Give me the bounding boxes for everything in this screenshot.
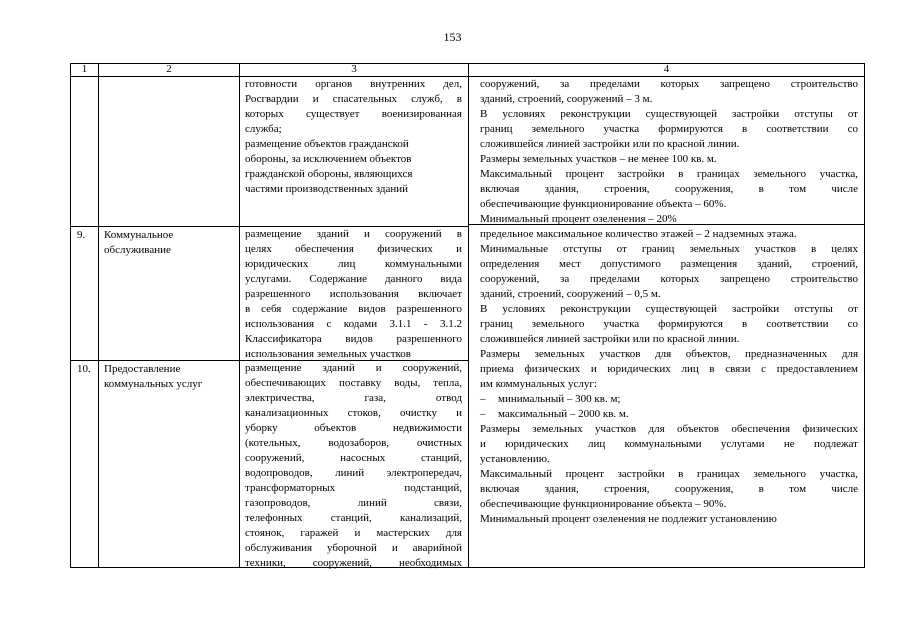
text-line: сооружений, за пределами которых запрещено строительство (480, 78, 858, 90)
text-line: определения мест допустимого размещения зданий, строений, (480, 258, 858, 270)
row-number-9: 9. (77, 229, 86, 241)
permitted-use-description (245, 361, 462, 571)
column-divider (98, 63, 99, 568)
column-divider (239, 63, 240, 568)
text-line: Минимальные отступы от границ земельных участков в целях (480, 243, 858, 255)
text-line: канализационных стоков, очистку и (245, 407, 462, 419)
text-line: Росгвардии и спасательных служб, в (245, 93, 462, 105)
text-line: использования земельных участков (245, 348, 411, 360)
text-line: Максимальный процент застройки в границах земельного участка, (480, 468, 858, 480)
text-line: предельное максимальное количество этажей – 2 надземных этажа. (480, 228, 797, 240)
text-line: целях обеспечения физических и (245, 243, 462, 255)
list-item (480, 392, 858, 407)
text-line: приема физических и юридических лиц в связи с предоставлением (480, 363, 858, 375)
text-line: (котельных, водозаборов, очистных (245, 437, 462, 449)
text-line: размещение объектов гражданской (245, 138, 409, 150)
text-line: зданий, строений, сооружений – 3 м. (480, 93, 653, 105)
text-line: водопроводов, линий электропередач, (245, 467, 462, 479)
list-item-text: максимальный – 2000 кв. м. (498, 408, 629, 420)
list-item (480, 407, 858, 422)
text-line: стоянок, гаражей и мастерских для (245, 527, 462, 539)
text-line: служба; (245, 123, 282, 135)
permitted-use-description (245, 227, 462, 362)
text-line: уборку объектов недвижимости (245, 422, 462, 434)
text-line: юридических лиц коммунальными (245, 258, 462, 270)
text-line: обороны, за исключением объектов (245, 153, 412, 165)
text-line: Размеры земельных участков для объектов обеспечения физических (480, 423, 858, 435)
text-line: и юридических лиц коммунальными услугами не подлежат (480, 438, 858, 450)
text-line: В условиях реконструкции существующей застройки отступы от (480, 303, 858, 315)
row-name-line: Предоставление (104, 363, 181, 375)
column-divider (468, 63, 469, 568)
text-line: сложившейся линией застройки или по красной линии. (480, 138, 740, 150)
text-line: сложившейся линией застройки или по красной линии. (480, 333, 740, 345)
text-line: обеспечивающих поставку воды, тепла, (245, 377, 462, 389)
text-line: Размеры земельных участков для объектов, предназначенных для (480, 348, 858, 360)
text-line: В условиях реконструкции существующей застройки отступы от (480, 108, 858, 120)
text-line: размещение зданий и сооружений, (245, 362, 462, 374)
table-left-border (70, 63, 71, 568)
text-line: электричества, газа, отвод (245, 392, 462, 404)
text-line: границ земельного участка формируются в соответствии со (480, 123, 858, 135)
text-line: включая здания, строения, сооружения, в том числе (480, 483, 858, 495)
text-line: гражданской обороны, являющихся (245, 168, 413, 180)
text-line: Максимальный процент застройки в границах земельного участка, (480, 168, 858, 180)
text-line: услугами. Содержание данного вида (245, 273, 462, 285)
text-line: сооружений, за пределами которых запрещено строительство (480, 273, 858, 285)
text-line: границ земельного участка формируются в соответствии со (480, 318, 858, 330)
text-line: размещение зданий и сооружений в (245, 228, 462, 240)
text-line: сооружений, насосных станций, (245, 452, 462, 464)
row-name-line: Коммунальное (104, 229, 174, 241)
header-col-2: 2 (166, 63, 172, 75)
header-col-1: 1 (81, 63, 88, 75)
text-line: готовности органов внутренних дел, (245, 78, 462, 90)
permitted-use-description (245, 77, 462, 197)
text-line: трансформаторных подстанций, (245, 482, 462, 494)
text-line: обслуживания уборочной и аварийной (245, 542, 462, 554)
text-line: использования с кодами 3.1.1 - 3.1.2 (245, 318, 462, 330)
header-col-3: 3 (351, 63, 357, 75)
text-line: им коммунальных услуг: (480, 378, 597, 390)
text-line: Минимальный процент озеленения не подлежит установлению (480, 513, 777, 525)
text-line: включая здания, строения, сооружения, в том числе (480, 183, 858, 195)
text-line: обеспечивающие функционирование объекта – 60%. (480, 198, 727, 210)
text-line: Классификатора видов разрешенного (245, 333, 462, 345)
text-line: в себя содержание видов разрешенного (245, 303, 462, 315)
parameters-description (480, 77, 858, 527)
list-item-text: минимальный – 300 кв. м; (498, 393, 621, 405)
header-col-4: 4 (663, 63, 670, 75)
text-line: обеспечивающие функционирование объекта – 90%. (480, 498, 727, 510)
list-dash: – (480, 393, 486, 405)
table-right-border (864, 63, 865, 568)
text-line: установлению. (480, 453, 550, 465)
text-line: зданий, строений, сооружений – 0,5 м. (480, 288, 661, 300)
page-number: 153 (443, 30, 462, 44)
text-line: которых существует военизированная (245, 108, 462, 120)
text-line: телефонных станций, канализаций, (245, 512, 462, 524)
row-name-10 (104, 362, 202, 392)
text-line: техники, сооружений, необходимых (245, 557, 462, 569)
row-name-line: коммунальных услуг (104, 378, 203, 390)
text-line: газопроводов, линий связи, (245, 497, 462, 509)
row-name-line: обслуживание (104, 244, 171, 256)
row-number-10: 10. (77, 363, 91, 375)
text-line: Минимальный процент озеленения – 20% (480, 213, 677, 225)
list-dash: – (480, 408, 486, 420)
text-line: частями производственных зданий (245, 183, 409, 195)
text-line: Размеры земельных участков – не менее 100 кв. м. (480, 153, 717, 165)
text-line: разрешенного использования включает (245, 288, 462, 300)
row-name-9 (104, 228, 173, 258)
